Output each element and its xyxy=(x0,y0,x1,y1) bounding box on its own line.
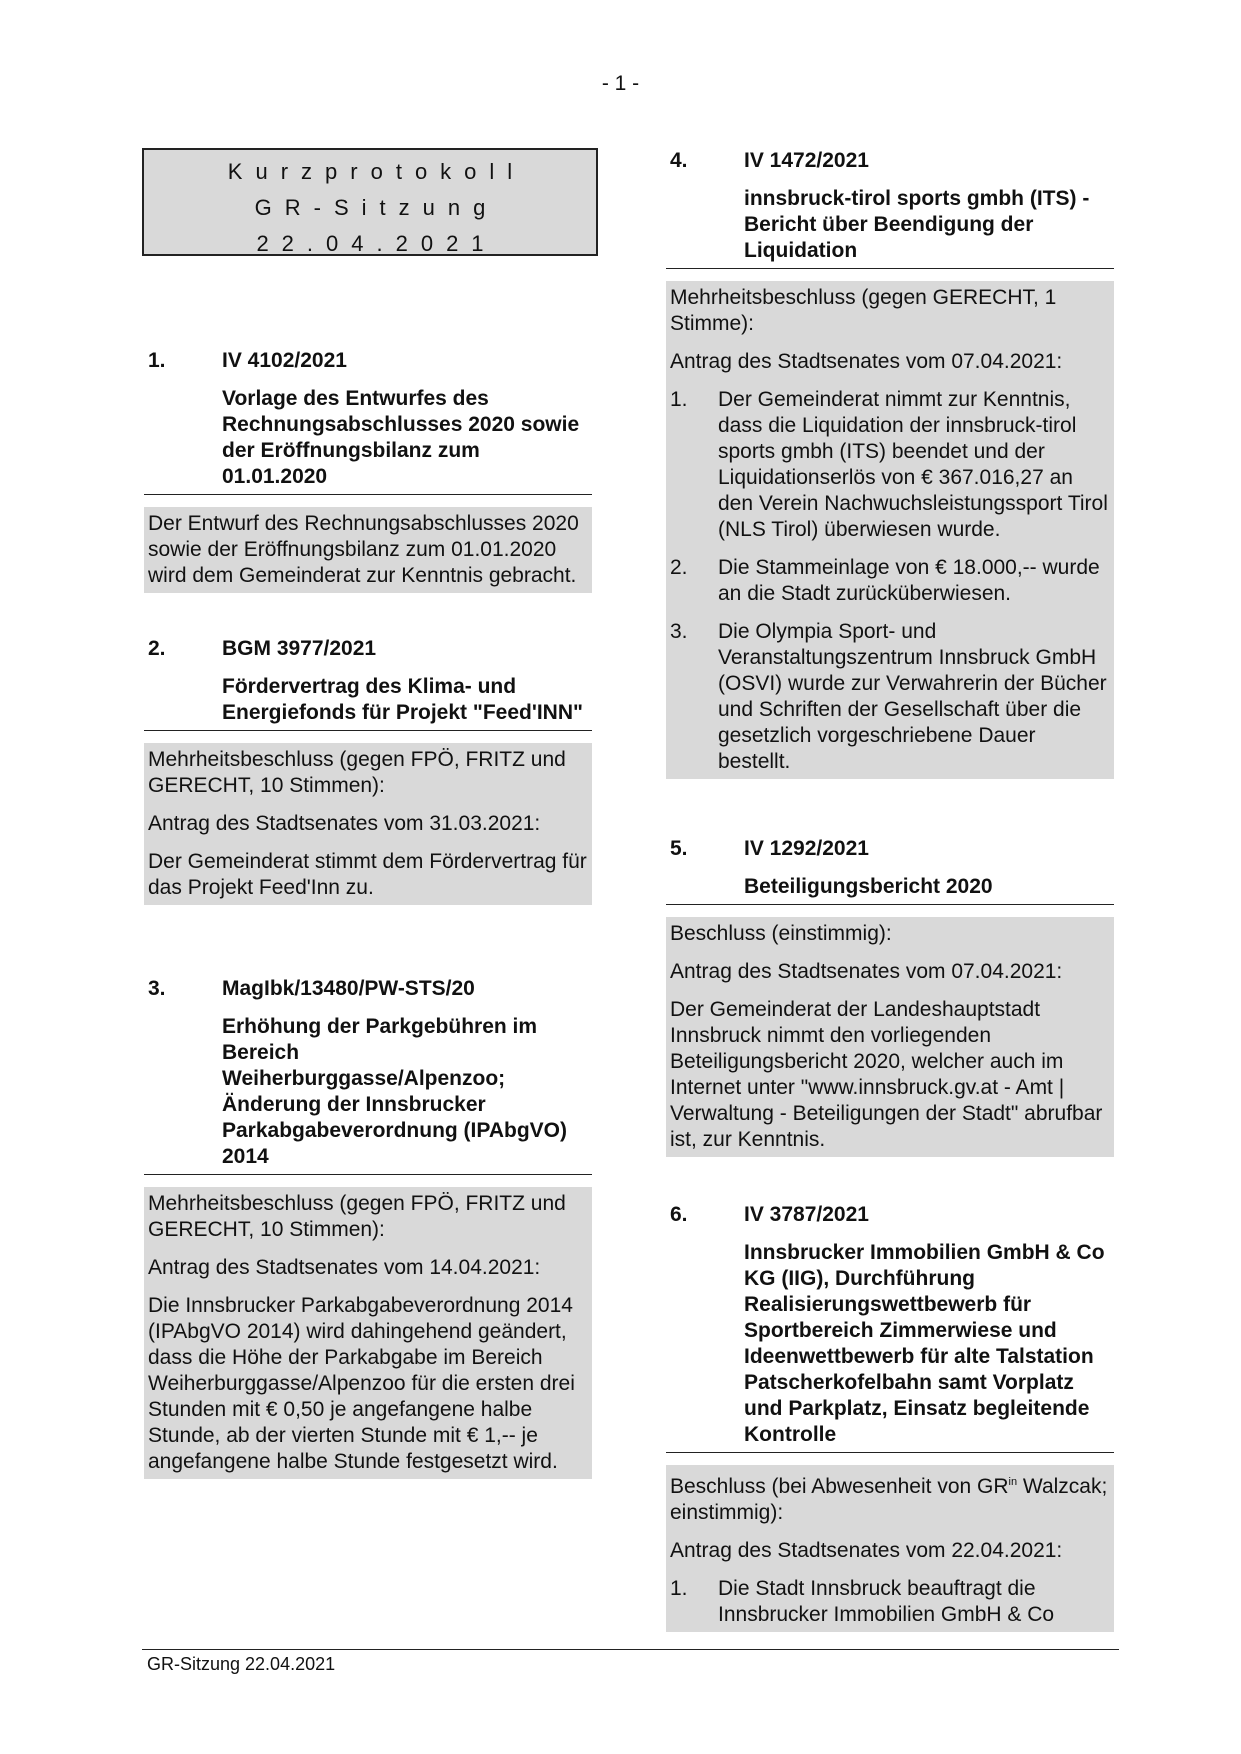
item-divider xyxy=(144,730,592,731)
item-resolution: Mehrheitsbeschluss (gegen GERECHT, 1 Stimme): xyxy=(670,286,1057,335)
item-reference: IV 1472/2021 xyxy=(744,149,869,172)
item-divider xyxy=(666,1452,1114,1453)
list-item: 1. Die Stadt Innsbruck beauftragt die Innsbrucker Immobilien GmbH & Co xyxy=(670,1577,1055,1626)
page-number: - 1 - xyxy=(601,72,640,95)
item-motion: Antrag des Stadtsenates vom 31.03.2021: xyxy=(148,812,541,835)
item-resolution: Mehrheitsbeschluss (gegen FPÖ, FRITZ und GERECHT, 10 Stimmen): xyxy=(148,1192,566,1241)
item-number: 2. xyxy=(148,637,166,660)
item-motion: Antrag des Stadtsenates vom 07.04.2021: xyxy=(670,350,1063,373)
item-title: Erhöhung der Parkgebühren im Bereich Weiherburggasse/Alpenzoo; Änderung der Innsbrucker Parkabgabeverordnung (IPAbgVO) 2014 xyxy=(222,1015,567,1168)
item-divider xyxy=(144,494,592,495)
title-line-kurzprotokoll: Kurzprotokoll xyxy=(227,159,526,184)
item-reference: IV 1292/2021 xyxy=(744,837,869,860)
agenda-item-1 xyxy=(148,348,588,593)
item-resolution: Beschluss (einstimmig): xyxy=(670,922,892,945)
item-number: 5. xyxy=(670,837,688,860)
item-number: 3. xyxy=(148,977,166,1000)
item-paragraph: Die Innsbrucker Parkabgabeverordnung 2014 (IPAbgVO 2014) wird dahingehend geändert, dass die Höhe der Parkabgabe im Bereich Weiherburggasse/Alpenzoo für die ersten drei Stunden mit € 0,50 je angefangene halbe Stunde, ab der vierten Stunde mit € 1,-- je angefangene halbe Stunde festgesetzt wird. xyxy=(148,1294,575,1473)
title-box xyxy=(142,148,598,256)
item-reference: IV 3787/2021 xyxy=(744,1203,869,1226)
agenda-item-4 xyxy=(670,148,1110,779)
item-number: 4. xyxy=(670,149,688,172)
item-title: Vorlage des Entwurfes des Rechnungsabschlusses 2020 sowie der Eröffnungsbilanz zum 01.01.2020 xyxy=(222,387,580,488)
footer-divider xyxy=(142,1649,1119,1650)
item-paragraph: Der Gemeinderat der Landeshauptstadt Innsbruck nimmt den vorliegenden Beteiligungsbericht 2020, welcher auch im Internet unter "www.innsbruck.gv.at - Amt | Verwaltung - Beteiligungen der Stadt" abrufbar ist, zur Kenntnis. xyxy=(670,998,1103,1151)
footer-text: GR-Sitzung 22.04.2021 xyxy=(147,1654,336,1674)
agenda-item-2 xyxy=(148,636,588,905)
item-reference: MagIbk/13480/PW-STS/20 xyxy=(222,977,475,1000)
item-paragraph: Der Entwurf des Rechnungsabschlusses 2020 sowie der Eröffnungsbilanz zum 01.01.2020 wird dem Gemeinderat zur Kenntnis gebracht. xyxy=(148,512,579,587)
item-number: 6. xyxy=(670,1203,688,1226)
item-title: Beteiligungsbericht 2020 xyxy=(744,875,993,898)
item-body xyxy=(144,507,592,593)
title-line-date: 22.04.2021 xyxy=(256,231,497,256)
agenda-item-5 xyxy=(670,836,1110,1157)
item-motion: Antrag des Stadtsenates vom 07.04.2021: xyxy=(670,960,1063,983)
item-body xyxy=(666,281,1114,779)
item-title: Fördervertrag des Klima- und Energiefonds für Projekt "Feed'INN" xyxy=(222,675,583,724)
item-motion: Antrag des Stadtsenates vom 14.04.2021: xyxy=(148,1256,541,1279)
list-item: 1. Der Gemeinderat nimmt zur Kenntnis, dass die Liquidation der innsbruck-tirol sports gmbh (ITS) beendet und der Liquidationserlös von € 367.016,27 an den Verein Nachwuchsleistungssport Tirol (NLS Tirol) überwiesen wurde. xyxy=(670,388,1108,541)
item-divider xyxy=(666,904,1114,905)
item-divider xyxy=(666,268,1114,269)
item-resolution: Mehrheitsbeschluss (gegen FPÖ, FRITZ und GERECHT, 10 Stimmen): xyxy=(148,748,566,797)
list-item: 3. Die Olympia Sport- und Veranstaltungszentrum Innsbruck GmbH (OSVI) wurde zur Verwahrerin der Bücher und Schriften der Gesellschaft über die gesetzlich vorgeschriebene Dauer bestellt. xyxy=(670,620,1107,773)
item-resolution: Beschluss (bei Abwesenheit von $GR^{in}$ Walzcak; einstimmig): xyxy=(670,1475,1108,1524)
item-body xyxy=(666,1465,1114,1632)
item-reference: IV 4102/2021 xyxy=(222,349,347,372)
item-body xyxy=(144,743,592,905)
item-title: Innsbrucker Immobilien GmbH & Co KG (IIG), Durchführung Realisierungswettbewerb für Sportbereich Zimmerwiese und Ideenwettbewerb für alte Talstation Patscherkofelbahn samt Vorplatz und Parkplatz, Einsatz begleitende Kontrolle xyxy=(744,1241,1105,1446)
item-body xyxy=(144,1187,592,1479)
agenda-item-6 xyxy=(670,1202,1110,1632)
item-title: innsbruck-tirol sports gmbh (ITS) - Bericht über Beendigung der Liquidation xyxy=(744,187,1090,262)
item-motion: Antrag des Stadtsenates vom 22.04.2021: xyxy=(670,1539,1063,1562)
list-item: 2. Die Stammeinlage von € 18.000,-- wurde an die Stadt zurücküberwiesen. xyxy=(670,556,1100,605)
item-reference: BGM 3977/2021 xyxy=(222,637,377,660)
item-body xyxy=(666,917,1114,1157)
agenda-item-3 xyxy=(148,976,588,1479)
item-number: 1. xyxy=(148,349,166,372)
title-line-session: GR-Sitzung xyxy=(254,195,499,220)
item-divider xyxy=(144,1174,592,1175)
item-paragraph: Der Gemeinderat stimmt dem Fördervertrag für das Projekt Feed'Inn zu. xyxy=(148,850,587,899)
